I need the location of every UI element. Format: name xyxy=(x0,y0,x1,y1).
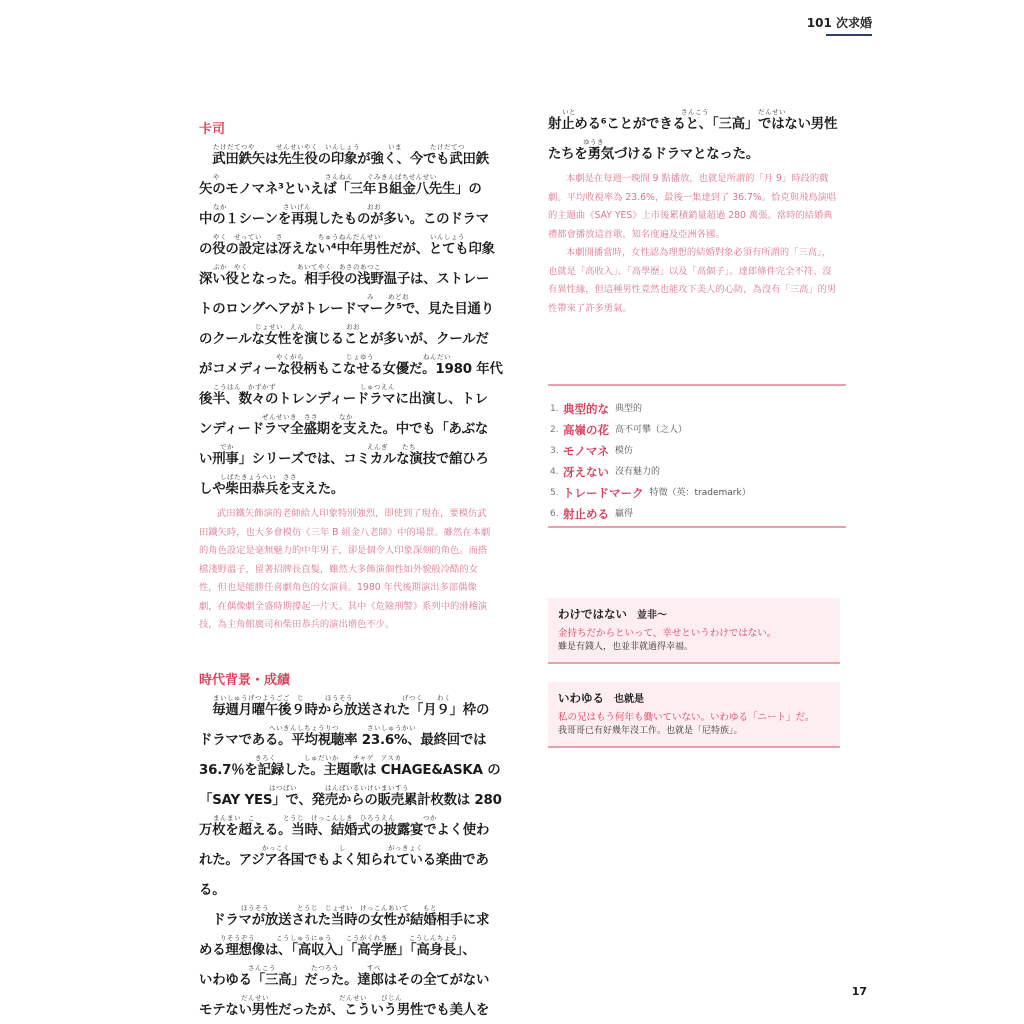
grammar-example: 金持ちだからといって、幸せというわけではない。 xyxy=(558,628,777,639)
vocab-meaning: 典型的 xyxy=(615,404,643,414)
text-line xyxy=(199,473,495,499)
text-line xyxy=(199,263,495,289)
vocab-item xyxy=(550,499,842,520)
japanese-line: い刑事」シリーズでは、コミカルな演技で舘ひろ xyxy=(199,452,489,467)
vocab-item xyxy=(550,478,842,499)
furigana-line xyxy=(199,874,495,882)
cast-cn-paragraph: 武田鐵矢飾演的老師給人印象特別強烈，即使到了現在，要模仿武田鐵矢時，也大多會模仿《三年 B 組金八老師》中的場景。雖然在本劇的角色設定是毫無魅力的中年男子，卻是個令人印象深刻的角色。而搭檔淺野溫子，留著招牌長直髮，雖然大多飾演個性如外貌般冷酷的女性，但也是能勝任喜劇角色的女演員。1980 年代後期演出多部偶像劇，在偶像劇全盛時期撐起一片天。其中《危險刑警》系列中的滑稽演技，為主角館廣司和柴田恭兵的演出增色不少。 xyxy=(199,508,491,630)
text-line xyxy=(548,108,840,134)
text-line xyxy=(548,138,840,164)
furigana-line: ぶか やく あいてやく あさのあつこ xyxy=(213,263,381,271)
vocab-item xyxy=(550,415,842,436)
grammar-title xyxy=(558,606,832,622)
text-line xyxy=(199,904,495,930)
text-line xyxy=(199,203,495,229)
furigana-line: ぜんせいき ささ なか xyxy=(213,413,353,421)
japanese-line: 後半、数々のトレンディードラマに出演し、トレ xyxy=(199,392,488,407)
vocabulary-list xyxy=(550,394,842,520)
text-line xyxy=(199,814,495,840)
grammar-pattern: わけではない xyxy=(558,607,627,621)
header-underline xyxy=(826,34,872,36)
japanese-line: 武田鉄矢は先生役の印象が強く、今でも武田鉄 xyxy=(199,152,489,167)
text-line xyxy=(199,694,495,720)
grammar-box-wakedewanai xyxy=(548,598,840,664)
japanese-line: 矢のモノマネ³といえば「三年Ｂ組金八先生」の xyxy=(199,182,482,197)
grammar-meaning: 並非〜 xyxy=(637,610,668,621)
vocab-num: 3. xyxy=(550,446,559,456)
japanese-line: 射止める⁶ことができると、「三高」ではない男性 xyxy=(548,117,838,132)
background-cn-paragraph-2: 本劇開播當時，女性認為理想的結婚對象必須有所謂的「三高」，也就是「高收入」、「高學歷」以及「高個子」。達郎條件完全不符、沒有異性緣，但這種男性竟然也能攻下美人的心防，為沒有「三高」的男性帶來了許多勇氣。 xyxy=(548,247,837,314)
vocab-num: 6. xyxy=(550,509,559,519)
japanese-line: れた。アジア各国でもよく知られている楽曲であ xyxy=(199,852,489,868)
furigana-line: み めどお xyxy=(213,293,409,301)
japanese-line: モテない男性だったが、こういう男性でも美人を xyxy=(199,1002,490,1018)
japanese-line: ドラマが放送された当時の女性が結婚相手に求 xyxy=(199,912,490,928)
grammar-box-iwayuru xyxy=(548,682,840,748)
text-line xyxy=(199,353,503,379)
text-line xyxy=(199,753,501,780)
furigana-line: しばたきょうへい ささ xyxy=(213,473,297,481)
left-column xyxy=(199,118,503,1024)
furigana-line: ゆうき xyxy=(562,138,604,146)
japanese-line: ドラマである。平均視聴率 23.6%、最終回では xyxy=(199,732,487,748)
cast-japanese-text xyxy=(199,143,503,499)
grammar-title xyxy=(558,690,832,706)
vocab-num: 2. xyxy=(550,425,559,435)
japanese-line: める理想像は、「高収入」「高学歴」「高身長」、 xyxy=(199,942,476,958)
text-line xyxy=(199,143,495,169)
text-line xyxy=(199,783,502,810)
japanese-line: 「SAY YES」で、発売からの販売累計枚数は 280 xyxy=(199,792,502,808)
japanese-line: ンディードラマ全盛期を支えた。中でも「あぶな xyxy=(199,422,489,437)
furigana-line: はつばい はんばいるいけいまいすう xyxy=(213,783,409,792)
furigana-line: ほうそう とうじ じょせい けっこんあいて もと xyxy=(213,903,437,912)
vocab-item xyxy=(550,394,842,415)
section-title-cast: 卡司 xyxy=(199,122,226,137)
grammar-translation: 我哥哥已有好幾年沒工作。也就是「尼特族」。 xyxy=(558,726,743,736)
grammar-meaning: 也就是 xyxy=(614,694,645,705)
grammar-pattern: いわゆる xyxy=(558,691,604,705)
vocab-term: 射止める xyxy=(563,507,609,521)
page-number: 17 xyxy=(851,985,867,998)
furigana-line: へいきんしちょうりつ さいしゅうかい xyxy=(213,723,416,732)
japanese-line: がコメディーな役柄もこなせる女優だ。1980 年代 xyxy=(199,362,503,377)
vocab-num: 4. xyxy=(550,467,559,477)
furigana-line: りそうぞう こうしゅうにゅう こうがくれき こうしんちょう xyxy=(213,933,458,942)
vocab-meaning: 模仿 xyxy=(614,446,633,456)
furigana-line: きろく しゅだいか チャゲ アスカ xyxy=(213,753,402,762)
vocab-num: 1. xyxy=(550,404,559,414)
text-line xyxy=(199,173,495,199)
text-line xyxy=(199,413,495,439)
text-line xyxy=(199,383,495,409)
japanese-line: 毎週月曜午後９時から放送された「月９」枠の xyxy=(199,702,490,718)
vocab-num: 5. xyxy=(550,488,559,498)
furigana-line: いと さんこう だんせい xyxy=(562,108,786,116)
text-line xyxy=(199,934,495,960)
text-line xyxy=(199,994,495,1020)
background-cn-paragraph-1: 本劇是在每週一晚間 9 點播放，也就是所謂的「月 9」時段的戲劇。平均收視率為 23.6%，最後一集達到了 36.7%。恰克與飛鳥演唱的主題曲《SAY YES》上市後累積銷量超過 280 萬張。當時的結婚典禮都會播放這首歌，知名度遍及亞洲各國。 xyxy=(548,173,837,240)
vocab-item xyxy=(550,457,842,478)
furigana-line: なか さいげん おお xyxy=(213,203,381,211)
furigana-line: まんまい こ とうじ けっこんしき ひろうえん つか xyxy=(213,813,437,822)
chapter-header: 101 次求婚 xyxy=(806,16,872,30)
vocab-meaning: 贏得 xyxy=(615,509,634,519)
text-line xyxy=(199,233,495,259)
furigana-line: かっこく し がっきょく xyxy=(213,843,423,852)
japanese-line: のクールな女性を演じることが多いが、クールだ xyxy=(199,332,489,347)
text-line xyxy=(199,964,495,990)
text-line xyxy=(199,874,495,900)
furigana-line: だんせい だんせい びじん xyxy=(213,993,402,1002)
right-column xyxy=(548,108,840,328)
background-japanese-text xyxy=(199,693,502,1020)
text-line xyxy=(199,724,495,750)
grammar-example: 私の兄はもう何年も働いていない。いわゆる「ニート」だ。 xyxy=(558,712,815,723)
furigana-line: でか えんぎ たち xyxy=(213,443,416,451)
furigana-line: じょせい えん おお xyxy=(213,323,360,331)
japanese-line: 中の１シーンを再現したものが多い。このドラマ xyxy=(199,212,489,227)
text-line xyxy=(199,443,495,469)
cast-chinese-translation xyxy=(199,505,495,635)
text-line xyxy=(199,323,495,349)
furigana-line: さんこう たつろう すべ xyxy=(213,963,381,972)
text-line xyxy=(199,844,495,870)
vocab-term: 冴えない xyxy=(563,465,609,479)
vocab-meaning: 沒有魅力的 xyxy=(615,467,661,477)
japanese-line: 万枚を超える。当時、結婚式の披露宴でよく使わ xyxy=(199,822,490,838)
vocab-term: 典型的な xyxy=(563,402,609,416)
right-japanese-text xyxy=(548,108,840,164)
vocab-term: 高嶺の花 xyxy=(563,423,609,437)
furigana-line: こうはん かずかず しゅつえん xyxy=(213,383,395,391)
vocab-meaning: 高不可攀（之人） xyxy=(615,425,688,435)
vocab-item xyxy=(550,436,842,457)
vocab-term: モノマネ xyxy=(563,444,609,458)
japanese-line: の役の設定は冴えない⁴中年男性だが、とても印象 xyxy=(199,242,495,257)
furigana-line: たけだてつや せんせいやく いんしょう いま たけだてつ xyxy=(213,143,465,151)
japanese-line: トのロングヘアがトレードマーク⁵で、見た目通り xyxy=(199,302,494,317)
furigana-line: や さんねん ぐみきんぱちせんせい xyxy=(213,173,437,181)
grammar-translation: 雖是有錢人，也並非就過得幸福。 xyxy=(558,642,694,652)
furigana-line: やくがら じょゆう ねんだい xyxy=(213,353,451,361)
japanese-line: 36.7％を記録した。主題歌は CHAGE&ASKA の xyxy=(199,762,501,778)
japanese-line: いわゆる「三高」だった。達郎はその全てがない xyxy=(199,972,490,988)
japanese-line: しや柴田恭兵を支えた。 xyxy=(199,482,345,497)
vocab-term: トレードマーク xyxy=(563,486,644,500)
japanese-line: たちを勇気づけるドラマとなった。 xyxy=(548,147,760,162)
japanese-line: 深い役となった。相手役の浅野温子は、ストレー xyxy=(199,272,490,287)
text-line xyxy=(199,293,495,319)
vocab-meaning: 特徵（英：trademark） xyxy=(649,488,751,498)
section-title-background: 時代背景・成績 xyxy=(199,672,291,688)
furigana-line: まいしゅうげつようごご じ ほうそう げつく わく xyxy=(213,693,451,702)
furigana-line: やく せってい さ ちゅうねんだんせい いんしょう xyxy=(213,233,465,241)
japanese-line: る。 xyxy=(199,882,226,898)
vocabulary-box xyxy=(548,384,846,528)
background-chinese-translation xyxy=(548,170,840,318)
